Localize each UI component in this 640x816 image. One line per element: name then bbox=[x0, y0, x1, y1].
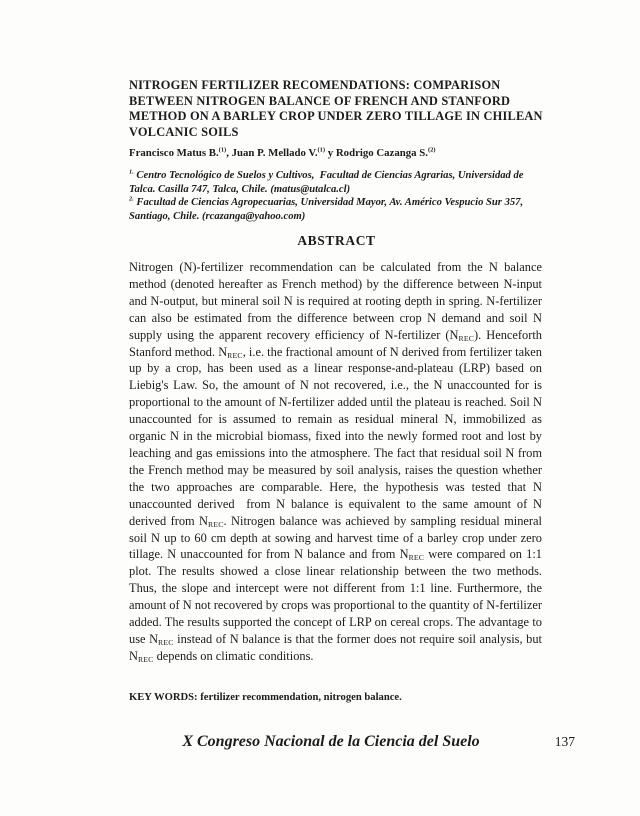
abstract-text: Nitrogen (N)-fertilizer recommendation can be calculated from the N balance method (denoted hereafter as French method) by the difference between N-input and N-output, but mineral soil N is required at rooting depth in spring. N-fertilizer can also be estimated from the difference between crop N demand and soil N supply using the apparent recovery efficiency of N-fertilizer $(N_{REC})$. Henceforth Stanford method. $N_{REC}$, i.e. the fractional amount of N derived from fertilizer taken up by a crop, has been used as a linear response-and-plateau (LRP) based on Liebig's Law. So, the amount of N not recovered, i.e., the N unaccounted for is proportional to the amount of N-fertilizer added until the plateau is reached. Soil N unaccounted for is assumed to remain as residual mineral N, immobilized as organic N in the microbial biomass, fixed into the newly formed root and lost by leaching and gas emissions into the atmosphere. The fact that residual soil N from the French method may be measured by soil analysis, raises the question whether the two approaches are comparable. Here, the hypothesis was tested that N unaccounted derived from N balance is equivalent to the same amount of N derived from $N_{REC}$. Nitrogen balance was achieved by sampling residual mineral soil N up to 60 cm depth at sowing and harvest time of a barley crop under zero tillage. N unaccounted for from N balance and from $N_{REC}$ were compared on 1:1 plot. The results showed a close linear relationship between the two methods. Thus, the slope and intercept were not different from 1:1 line. Furthermore, the amount of N not recovered by crops was proportional to the quantity of N-fertilizer added. The results supported the concept of LRP on cereal crops. The advantage to use $N_{REC}$ instead of N balance is that the former does not require soil analysis, but $N_{REC}$ depends on climatic conditions. bbox=[129, 260, 546, 664]
affiliation-2: $^{2.}$ Facultad de Ciencias Agropecuarias, Universidad Mayor, Av. Américo Vespucio Sur 357, Santiago, Chile. (rcazanga@yahoo.com) bbox=[129, 195, 526, 222]
abstract-heading: ABSTRACT bbox=[297, 233, 376, 248]
affiliations-block bbox=[129, 169, 544, 223]
footer-congress-title: X Congreso Nacional de la Ciencia del Suelo bbox=[182, 733, 480, 750]
page-number: 137 bbox=[554, 734, 575, 749]
keywords-line: KEY WORDS: fertilizer recommendation, nitrogen balance. bbox=[129, 692, 402, 703]
page-footer bbox=[129, 733, 575, 751]
paper-title: NITROGEN FERTILIZER RECOMENDATIONS: COMPARISON BETWEEN NITROGEN BALANCE OF FRENCH AND STANFORD METHOD ON A BARLEY CROP UNDER ZERO TILLAGE IN CHILEAN VOLCANIC SOILS bbox=[129, 78, 543, 140]
authors-line: Francisco Matus B.$^{(1)}$, Juan P. Mellado V.$^{(1)}$ y Rodrigo Cazanga S.$^{(2)}$ bbox=[129, 146, 436, 159]
affiliation-1: $^{1.}$ Centro Tecnológico de Suelos y Cultivos, Facultad de Ciencias Agrarias, Universidad de Talca. Casilla 747, Talca, Chile. (matus@utalca.cl) bbox=[129, 168, 527, 195]
